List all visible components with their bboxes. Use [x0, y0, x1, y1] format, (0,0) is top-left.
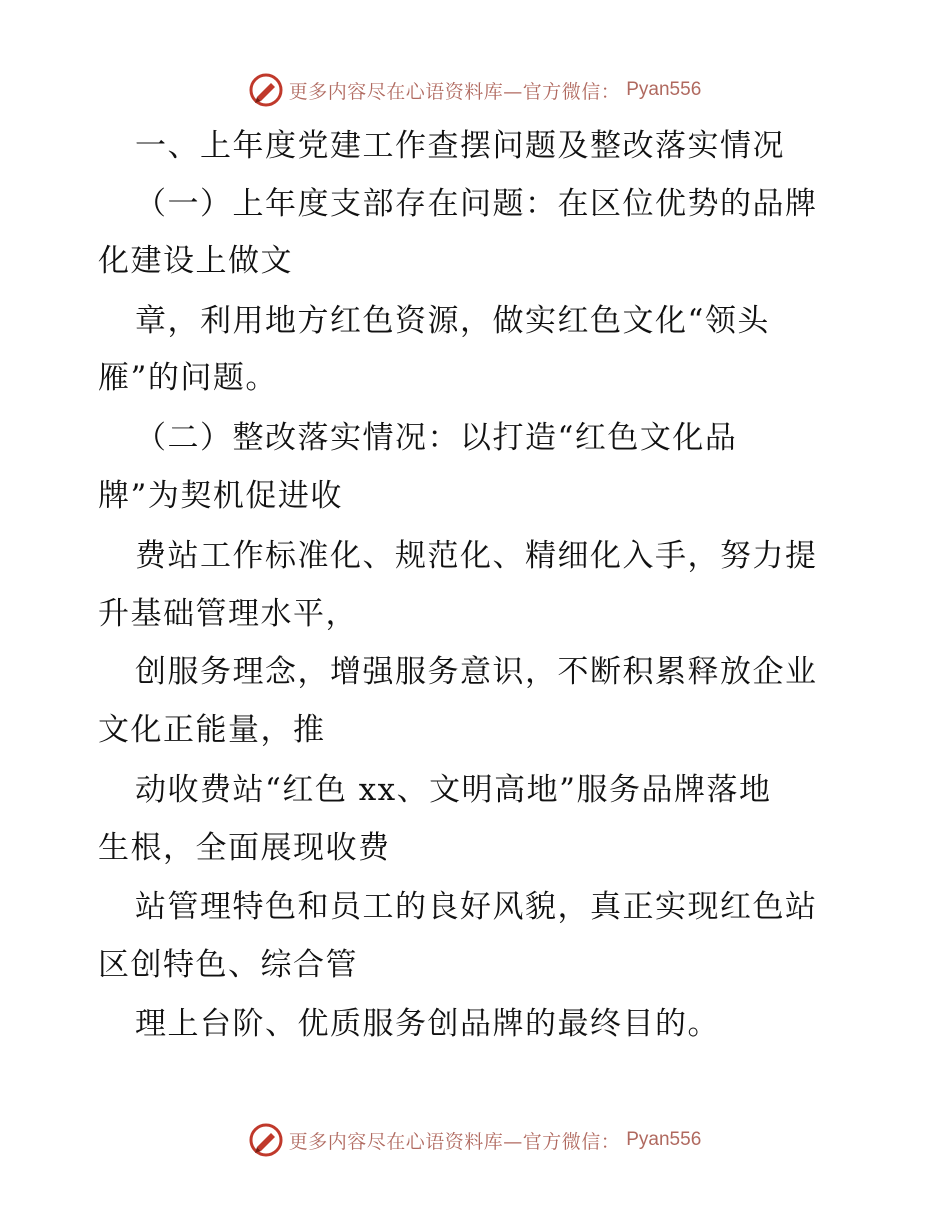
paragraph-line: 章，利用地方红色资源，做实红色文化“领头: [135, 303, 770, 339]
header-banner: [0, 70, 950, 110]
paragraph-line: 区创特色、综合管: [98, 947, 358, 983]
paragraph-line: 文化正能量，推: [98, 712, 326, 748]
paragraph-line: （二）整改落实情况：以打造“红色文化品: [135, 420, 738, 456]
paragraph-line: 化建设上做文: [98, 243, 293, 279]
banner-text: 更多内容尽在心语资料库—官方微信：: [288, 1130, 621, 1153]
section-heading: 一、上年度党建工作查摆问题及整改落实情况: [135, 128, 785, 164]
paragraph-line: 理上台阶、优质服务创品牌的最终目的。: [135, 1006, 720, 1042]
paragraph-line: 雁”的问题。: [98, 360, 278, 396]
paragraph-line: 生根，全面展现收费: [98, 830, 391, 866]
pen-logo-icon: [249, 1123, 283, 1157]
wechat-id: Pyan556: [626, 1129, 702, 1150]
paragraph-line: 站管理特色和员工的良好风貌，真正实现红色站: [135, 889, 818, 925]
banner-text: 更多内容尽在心语资料库—官方微信：: [288, 80, 621, 103]
paragraph-line: 牌”为契机促进收: [98, 478, 343, 514]
pen-logo-icon: [249, 73, 283, 107]
wechat-id: Pyan556: [626, 79, 702, 100]
paragraph-line: 创服务理念，增强服务意识，不断积累释放企业: [135, 654, 818, 690]
paragraph-line: 升基础管理水平，: [98, 596, 358, 632]
footer-banner: [0, 1120, 950, 1160]
paragraph-line: （一）上年度支部存在问题：在区位优势的品牌: [135, 186, 818, 222]
paragraph-line: 动收费站“红色 xx、文明高地”服务品牌落地: [135, 772, 772, 808]
paragraph-line: 费站工作标准化、规范化、精细化入手，努力提: [135, 538, 818, 574]
